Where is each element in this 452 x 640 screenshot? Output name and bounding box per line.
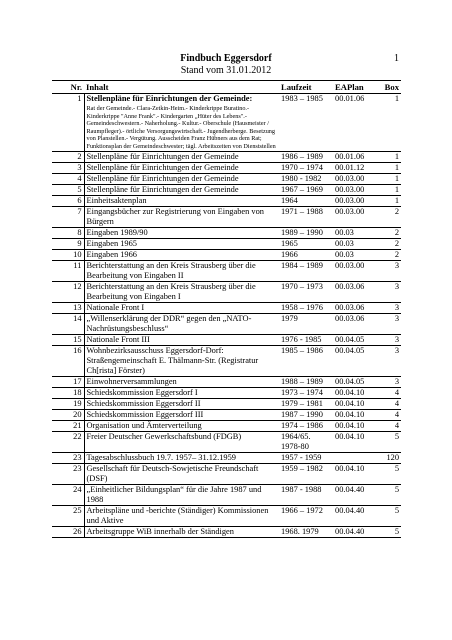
row-laufzeit: 1980 - 1982 xyxy=(279,173,333,184)
row-inhalt-text: Stellenpläne für Einrichtungen der Gemeinde xyxy=(86,173,239,183)
row-laufzeit: 1971 – 1988 xyxy=(279,206,333,227)
table-row xyxy=(52,94,401,152)
row-inhalt-text: Berichterstattung an den Kreis Strausberg über die Bearbeitung von Eingaben I xyxy=(86,281,256,301)
table-row xyxy=(52,387,401,398)
row-number: 23 xyxy=(52,452,84,463)
row-number: 2 xyxy=(52,151,84,162)
finding-aid-table xyxy=(52,80,401,538)
row-inhalt xyxy=(84,162,279,173)
row-number: 6 xyxy=(52,195,84,206)
table-body xyxy=(52,94,401,538)
row-eaplan: 00.03.00 xyxy=(333,173,377,184)
row-inhalt xyxy=(84,345,279,376)
row-inhalt-text: Einwohnerversammlungen xyxy=(86,376,177,386)
table-row xyxy=(52,281,401,302)
table-row xyxy=(52,313,401,334)
row-eaplan: 00.04.10 xyxy=(333,431,377,452)
row-eaplan: 00.03 xyxy=(333,249,377,260)
row-eaplan xyxy=(333,452,377,463)
row-inhalt-text: Eingaben 1989/90 xyxy=(86,227,148,237)
table-row xyxy=(52,484,401,505)
row-box: 3 xyxy=(377,334,401,345)
row-number: 8 xyxy=(52,227,84,238)
row-inhalt xyxy=(84,94,279,152)
row-inhalt-text: Organisation und Ämterverteilung xyxy=(86,420,202,430)
row-number: 1 xyxy=(52,94,84,152)
table-row xyxy=(52,526,401,537)
row-inhalt xyxy=(84,313,279,334)
row-box: 5 xyxy=(377,484,401,505)
row-inhalt-text: Arbeitsgruppe WiB innerhalb der Ständigen xyxy=(86,526,234,536)
row-inhalt-text: Arbeitspläne und -berichte (Ständiger) Kommissionen und Aktive xyxy=(86,505,269,525)
table-row xyxy=(52,420,401,431)
row-laufzeit: 1987 – 1990 xyxy=(279,409,333,420)
row-number: 5 xyxy=(52,184,84,195)
row-number: 25 xyxy=(52,505,84,526)
document-title: Findbuch Eggersdorf xyxy=(180,53,272,64)
row-laufzeit: 1974 – 1986 xyxy=(279,420,333,431)
row-number: 14 xyxy=(52,313,84,334)
row-inhalt xyxy=(84,484,279,505)
column-header-eaplan: EAPlan xyxy=(333,81,377,94)
row-number: 10 xyxy=(52,249,84,260)
table-row xyxy=(52,238,401,249)
row-inhalt xyxy=(84,260,279,281)
row-number: 26 xyxy=(52,526,84,537)
table-row xyxy=(52,249,401,260)
table-row xyxy=(52,376,401,387)
row-box: 1 xyxy=(377,173,401,184)
row-eaplan: 00.03 xyxy=(333,227,377,238)
row-number: 23 xyxy=(52,463,84,484)
row-inhalt xyxy=(84,302,279,313)
column-header-nr: Nr. xyxy=(52,81,84,94)
row-box: 3 xyxy=(377,345,401,376)
row-laufzeit: 1968. 1979 xyxy=(279,526,333,537)
row-number: 22 xyxy=(52,431,84,452)
row-number: 9 xyxy=(52,238,84,249)
row-inhalt-text: Eingangsbücher zur Registrierung von Eingaben von Bürgern xyxy=(86,206,264,226)
row-eaplan: 00.04.40 xyxy=(333,505,377,526)
row-inhalt-text: „Willenserklärung der DDR“ gegen den „NATO-Nachrüstungsbeschluss“ xyxy=(86,313,252,333)
row-inhalt-text: Freier Deutscher Gewerkschaftsbund (FDGB) xyxy=(86,431,242,441)
row-eaplan: 00.04.10 xyxy=(333,420,377,431)
table-row xyxy=(52,505,401,526)
table-row xyxy=(52,334,401,345)
table-row xyxy=(52,206,401,227)
row-eaplan: 00.03.06 xyxy=(333,281,377,302)
row-laufzeit: 1967 – 1969 xyxy=(279,184,333,195)
row-eaplan: 00.04.40 xyxy=(333,526,377,537)
table-row xyxy=(52,345,401,376)
row-number: 12 xyxy=(52,281,84,302)
row-eaplan: 00.01.12 xyxy=(333,162,377,173)
row-inhalt xyxy=(84,227,279,238)
table-row xyxy=(52,302,401,313)
row-inhalt-text: Nationale Front I xyxy=(86,302,145,312)
row-box: 3 xyxy=(377,281,401,302)
row-laufzeit: 1964 xyxy=(279,195,333,206)
row-inhalt-text: Stellenpläne für Einrichtungen der Gemeinde xyxy=(86,162,239,172)
row-box: 5 xyxy=(377,526,401,537)
row-laufzeit: 1958 – 1976 xyxy=(279,302,333,313)
row-laufzeit: 1985 – 1986 xyxy=(279,345,333,376)
row-inhalt-text: „Einheitlicher Bildungsplan“ für die Jahre 1987 und 1988 xyxy=(86,484,262,504)
row-inhalt xyxy=(84,195,279,206)
row-laufzeit: 1966 – 1972 xyxy=(279,505,333,526)
table-row xyxy=(52,184,401,195)
table-row xyxy=(52,398,401,409)
row-inhalt-text: Einheitsaktenplan xyxy=(86,195,147,205)
row-laufzeit: 1988 – 1989 xyxy=(279,376,333,387)
row-laufzeit: 1983 – 1985 xyxy=(279,94,333,152)
table-row xyxy=(52,151,401,162)
row-eaplan: 00.04.05 xyxy=(333,376,377,387)
row-number: 16 xyxy=(52,345,84,376)
row-box: 4 xyxy=(377,387,401,398)
row-laufzeit: 1965 xyxy=(279,238,333,249)
row-laufzeit: 1979 xyxy=(279,313,333,334)
row-inhalt-text: Stellenpläne für Einrichtungen der Gemeinde: xyxy=(86,94,253,103)
row-laufzeit: 1970 – 1973 xyxy=(279,281,333,302)
row-inhalt xyxy=(84,431,279,452)
row-box: 1 xyxy=(377,151,401,162)
table-header-row xyxy=(52,81,401,94)
row-inhalt-text: Eingaben 1965 xyxy=(86,238,137,248)
row-inhalt xyxy=(84,249,279,260)
row-inhalt xyxy=(84,398,279,409)
row-box: 5 xyxy=(377,505,401,526)
row-eaplan: 00.03 xyxy=(333,238,377,249)
row-inhalt-text: Berichterstattung an den Kreis Strausberg über die Bearbeitung von Eingaben II xyxy=(86,260,256,280)
table-row xyxy=(52,260,401,281)
row-inhalt-text: Nationale Front III xyxy=(86,334,150,344)
row-inhalt-text: Schiedskommission Eggersdorf III xyxy=(86,409,204,419)
row-box: 1 xyxy=(377,184,401,195)
row-laufzeit: 1964/65. 1978-80 xyxy=(279,431,333,452)
row-eaplan: 00.01.06 xyxy=(333,94,377,152)
row-inhalt xyxy=(84,151,279,162)
row-number: 17 xyxy=(52,376,84,387)
row-laufzeit: 1979 – 1981 xyxy=(279,398,333,409)
row-box: 120 xyxy=(377,452,401,463)
table-row xyxy=(52,452,401,463)
row-eaplan: 00.01.06 xyxy=(333,151,377,162)
table-row xyxy=(52,463,401,484)
row-laufzeit: 1989 – 1990 xyxy=(279,227,333,238)
row-box: 3 xyxy=(377,376,401,387)
row-inhalt-text: Schiedskommission Eggersdorf I xyxy=(86,387,198,397)
row-laufzeit: 1973 – 1974 xyxy=(279,387,333,398)
row-number: 3 xyxy=(52,162,84,173)
row-number: 13 xyxy=(52,302,84,313)
row-inhalt xyxy=(84,173,279,184)
table-row xyxy=(52,195,401,206)
row-eaplan: 00.03.00 xyxy=(333,260,377,281)
row-inhalt xyxy=(84,376,279,387)
row-box: 5 xyxy=(377,463,401,484)
row-box: 3 xyxy=(377,313,401,334)
row-eaplan: 00.03.06 xyxy=(333,302,377,313)
row-eaplan: 00.03.00 xyxy=(333,206,377,227)
row-eaplan: 00.04.10 xyxy=(333,398,377,409)
column-header-inhalt: Inhalt xyxy=(84,81,279,94)
document-date: Stand vom 31.01.2012 xyxy=(180,65,272,76)
row-inhalt xyxy=(84,334,279,345)
row-number: 15 xyxy=(52,334,84,345)
row-inhalt xyxy=(84,238,279,249)
row-box: 3 xyxy=(377,302,401,313)
row-eaplan: 00.04.10 xyxy=(333,463,377,484)
row-inhalt xyxy=(84,420,279,431)
row-inhalt xyxy=(84,409,279,420)
row-eaplan: 00.04.05 xyxy=(333,334,377,345)
row-inhalt-text: Schiedskommission Eggersdorf II xyxy=(86,398,201,408)
row-inhalt xyxy=(84,387,279,398)
row-number: 18 xyxy=(52,387,84,398)
table-row xyxy=(52,227,401,238)
row-number: 21 xyxy=(52,420,84,431)
row-inhalt xyxy=(84,281,279,302)
row-inhalt-text: Stellenpläne für Einrichtungen der Gemeinde xyxy=(86,151,239,161)
column-header-box: Box xyxy=(377,81,401,94)
column-header-laufzeit: Laufzeit xyxy=(279,81,333,94)
row-laufzeit: 1957 - 1959 xyxy=(279,452,333,463)
row-laufzeit: 1986 – 1989 xyxy=(279,151,333,162)
row-inhalt-text: Gesellschaft für Deutsch-Sowjetische Freundschaft (DSF) xyxy=(86,463,259,483)
table-row xyxy=(52,173,401,184)
row-number: 4 xyxy=(52,173,84,184)
row-inhalt-details: Rat der Gemeinde.- Clara-Zetkin-Heim.- Kinderkrippe Buratino.- Kinderkrippe "Anne Frank".- Kindergarten „Hüter des Lebens".- Gemeindeschwestern.- Naherholung.- Kultur.- Oberschule (Hausmeister / Raumpfleger).- örtliche Versorgungswirtschaft.- Jugendherberge. Besetzung von Planstellen.- Vergütung. Ausscheiden Franz Hübners aus dem Rat; Funktionsplan der Gemeindeschwester; tägl. Arbeitszeiten von Dienststellen xyxy=(86,105,276,150)
row-box: 2 xyxy=(377,227,401,238)
row-box: 1 xyxy=(377,94,401,152)
row-laufzeit: 1976 - 1985 xyxy=(279,334,333,345)
row-number: 20 xyxy=(52,409,84,420)
row-number: 19 xyxy=(52,398,84,409)
row-inhalt xyxy=(84,463,279,484)
row-eaplan: 00.04.10 xyxy=(333,387,377,398)
row-box: 4 xyxy=(377,398,401,409)
row-inhalt xyxy=(84,452,279,463)
row-inhalt xyxy=(84,184,279,195)
row-inhalt xyxy=(84,526,279,537)
row-inhalt-text: Wohnbezirksausschuss Eggersdorf-Dorf: Straßengemeinschaft E. Thälmann-Str. (Registratur Ch[rista] Förster) xyxy=(86,345,259,375)
row-box: 2 xyxy=(377,206,401,227)
row-box: 4 xyxy=(377,420,401,431)
row-inhalt-text: Tagesabschlussbuch 19.7. 1957– 31.12.1959 xyxy=(86,452,236,462)
row-eaplan: 00.04.10 xyxy=(333,409,377,420)
row-laufzeit: 1987 - 1988 xyxy=(279,484,333,505)
page-number: 1 xyxy=(394,53,399,64)
row-number: 11 xyxy=(52,260,84,281)
row-box: 1 xyxy=(377,162,401,173)
row-box: 1 xyxy=(377,195,401,206)
row-inhalt xyxy=(84,505,279,526)
row-box: 2 xyxy=(377,238,401,249)
row-eaplan: 00.03.00 xyxy=(333,184,377,195)
row-laufzeit: 1984 – 1989 xyxy=(279,260,333,281)
row-laufzeit: 1959 – 1982 xyxy=(279,463,333,484)
row-box: 5 xyxy=(377,431,401,452)
table-row xyxy=(52,431,401,452)
row-inhalt xyxy=(84,206,279,227)
row-inhalt-text: Eingaben 1966 xyxy=(86,249,137,259)
row-number: 24 xyxy=(52,484,84,505)
row-eaplan: 00.04.40 xyxy=(333,484,377,505)
row-inhalt-text: Stellenpläne für Einrichtungen der Gemeinde xyxy=(86,184,239,194)
row-eaplan: 00.03.00 xyxy=(333,195,377,206)
row-number: 7 xyxy=(52,206,84,227)
row-box: 2 xyxy=(377,249,401,260)
row-laufzeit: 1970 – 1974 xyxy=(279,162,333,173)
document-header xyxy=(0,53,452,77)
row-box: 3 xyxy=(377,260,401,281)
table-row xyxy=(52,409,401,420)
row-laufzeit: 1966 xyxy=(279,249,333,260)
row-eaplan: 00.03.06 xyxy=(333,313,377,334)
row-box: 4 xyxy=(377,409,401,420)
row-eaplan: 00.04.05 xyxy=(333,345,377,376)
table-row xyxy=(52,162,401,173)
